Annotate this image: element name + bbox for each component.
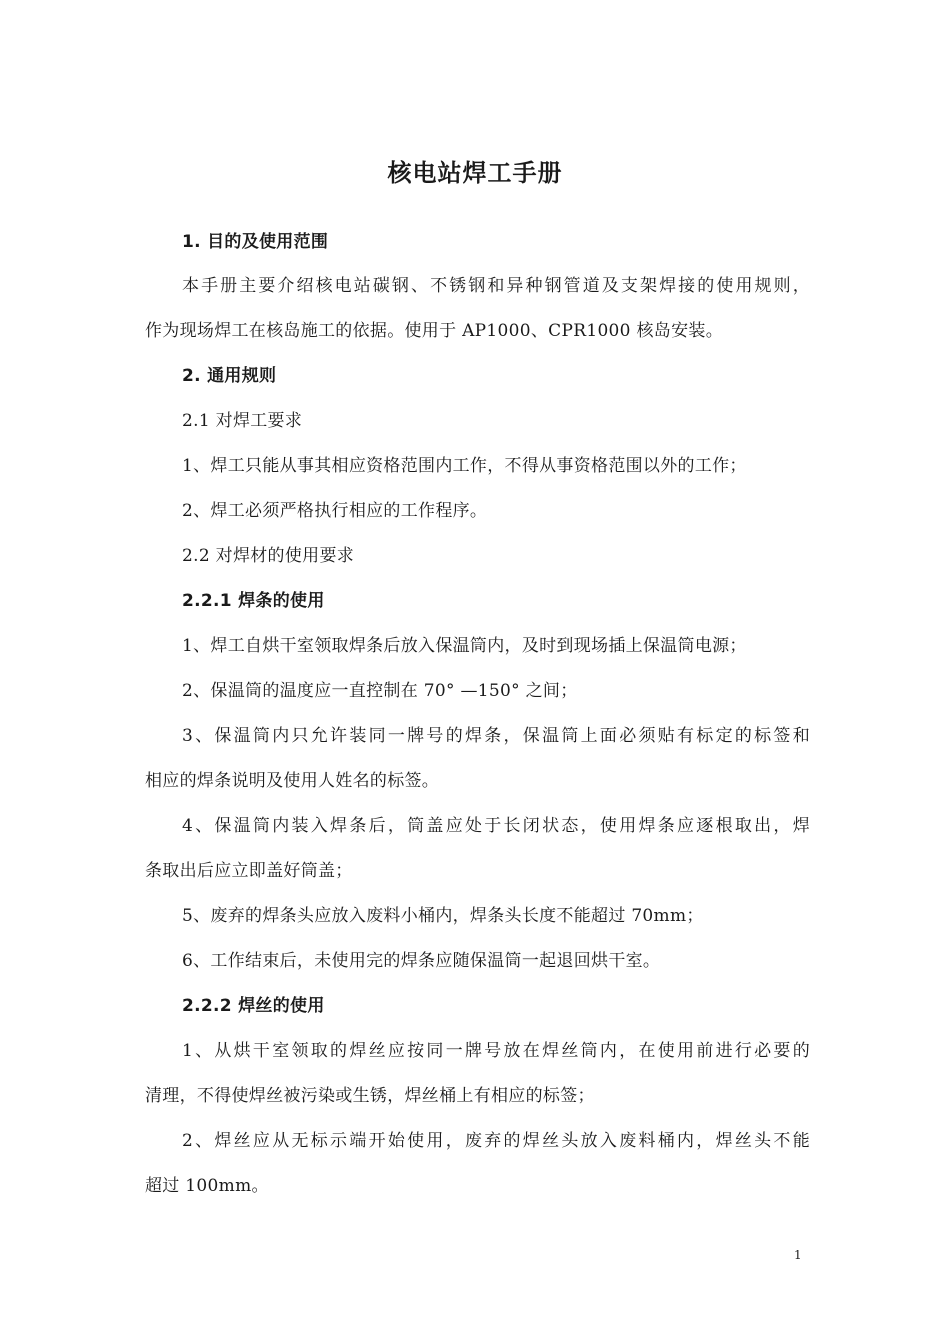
subsection-2-2-2-heading: 2.2.2 焊丝的使用	[182, 996, 325, 1016]
section-1-heading: 1. 目的及使用范围	[182, 232, 329, 252]
section-2-heading: 2. 通用规则	[182, 366, 277, 386]
subsection-2-1-item-2: 2、焊工必须严格执行相应的工作程序。	[182, 501, 488, 521]
wire-item-1-line-2: 清理，不得使焊丝被污染或生锈，焊丝桶上有相应的标签；	[145, 1086, 595, 1106]
electrode-item-2: 2、保温筒的温度应一直控制在 70° —150° 之间；	[182, 681, 578, 701]
wire-item-2-line-2: 超过 100mm。	[145, 1176, 269, 1196]
subsection-2-2-heading: 2.2 对焊材的使用要求	[182, 546, 355, 566]
subsection-2-2-1-heading: 2.2.1 焊条的使用	[182, 591, 325, 611]
section-1-paragraph-line-2: 作为现场焊工在核岛施工的依据。使用于 AP1000、CPR1000 核岛安装。	[145, 321, 723, 341]
wire-item-1-line-1: 1、从烘干室领取的焊丝应按同一牌号放在焊丝筒内，在使用前进行必要的	[182, 1041, 810, 1061]
electrode-item-4-line-1: 4、保温筒内装入焊条后，筒盖应处于长闭状态，使用焊条应逐根取出，焊	[182, 816, 810, 836]
document-title: 核电站焊工手册	[387, 159, 563, 187]
wire-item-2-line-1: 2、焊丝应从无标示端开始使用，废弃的焊丝头放入废料桶内，焊丝头不能	[182, 1131, 810, 1151]
electrode-item-6: 6、工作结束后，未使用完的焊条应随保温筒一起退回烘干室。	[182, 951, 661, 971]
electrode-item-5: 5、废弃的焊条头应放入废料小桶内，焊条头长度不能超过 70mm；	[182, 906, 704, 926]
electrode-item-3-line-2: 相应的焊条说明及使用人姓名的标签。	[145, 771, 440, 791]
page-number: 1	[794, 1248, 802, 1262]
electrode-item-3-line-1: 3、保温筒内只允许装同一牌号的焊条，保温筒上面必须贴有标定的标签和	[182, 726, 810, 746]
electrode-item-4-line-2: 条取出后应立即盖好筒盖；	[145, 861, 353, 881]
subsection-2-1-item-1: 1、焊工只能从事其相应资格范围内工作，不得从事资格范围以外的工作；	[182, 456, 747, 476]
section-1-paragraph-line-1: 本手册主要介绍核电站碳钢、不锈钢和异种钢管道及支架焊接的使用规则，	[182, 276, 810, 296]
electrode-item-1: 1、焊工自烘干室领取焊条后放入保温筒内，及时到现场插上保温筒电源；	[182, 636, 747, 656]
subsection-2-1-heading: 2.1 对焊工要求	[182, 411, 303, 431]
